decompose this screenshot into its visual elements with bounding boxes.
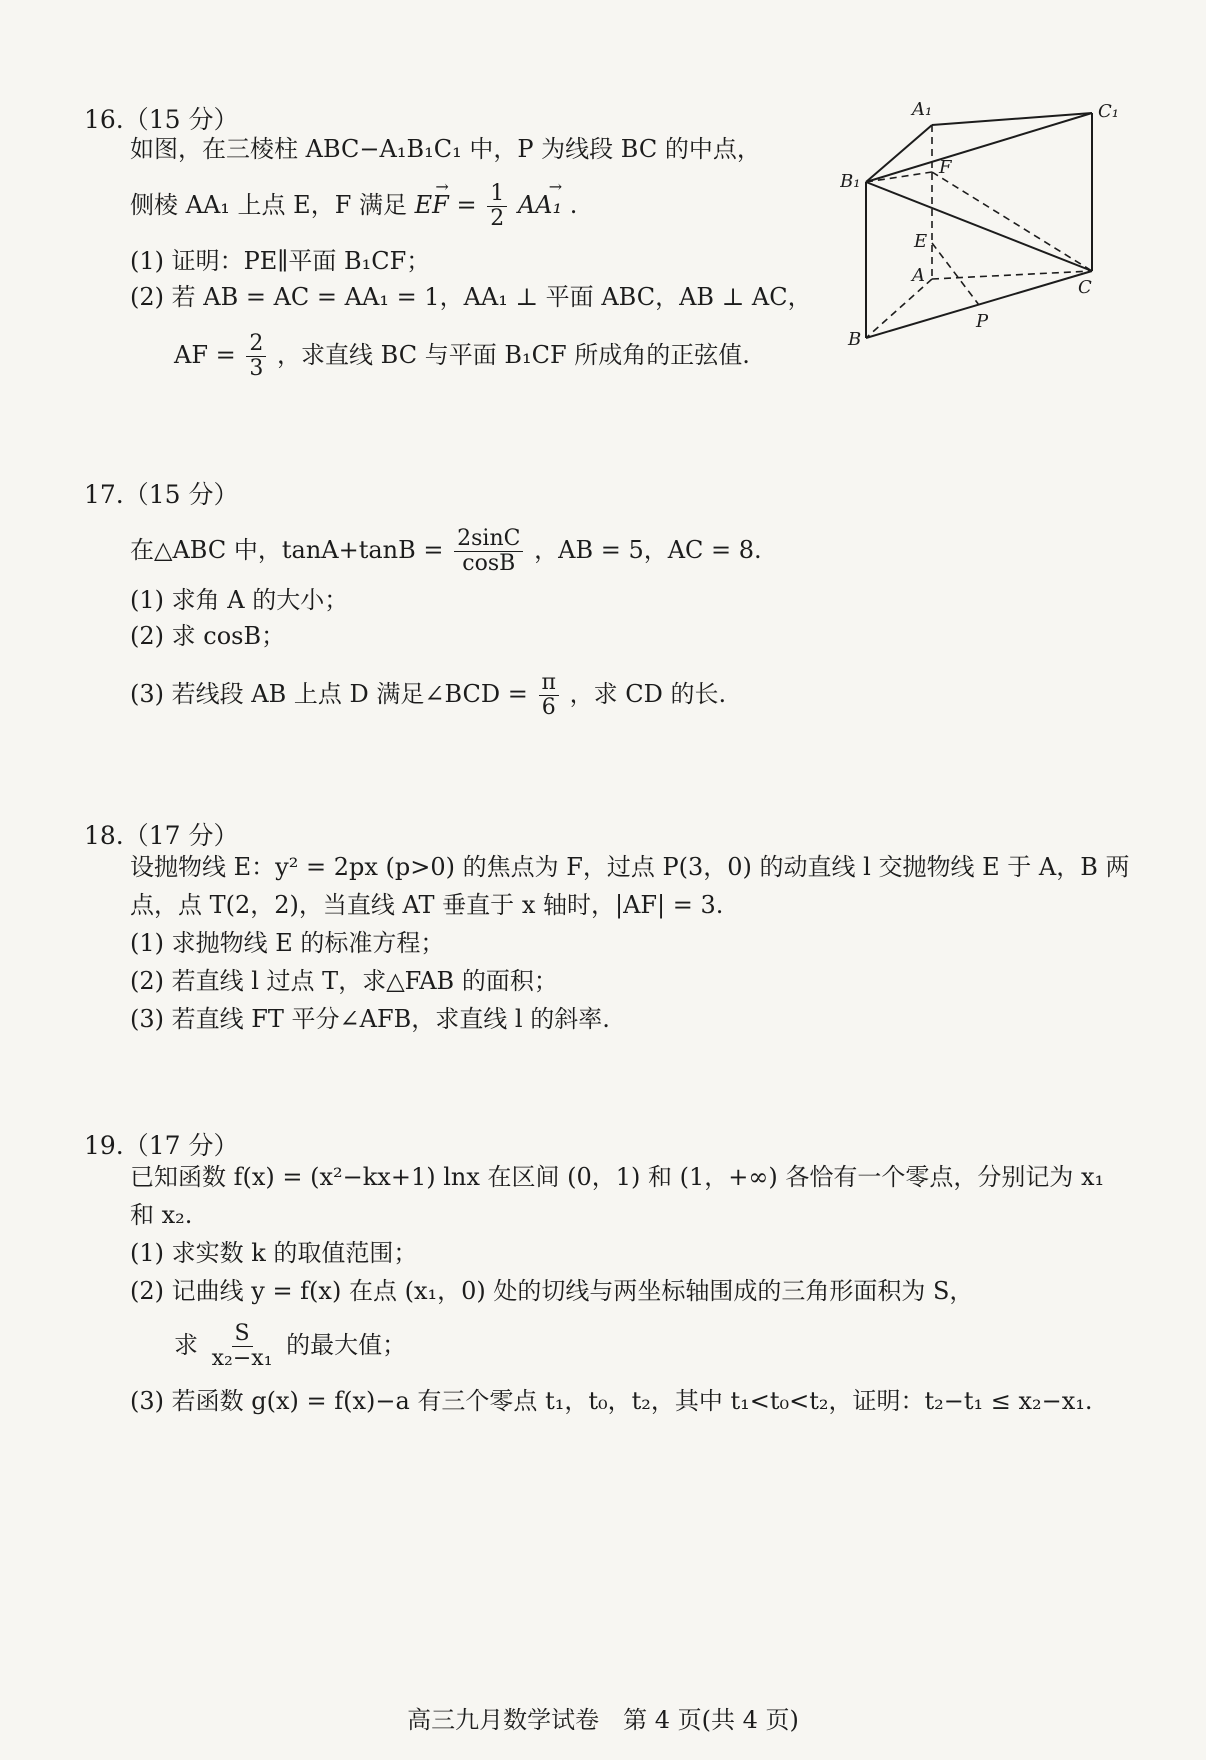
question-text: 已知函数 f(x) = (x²−kx+1) lnx 在区间 (0，1) 和 (1，+∞) 各恰有一个零点，分别记为 x₁ — [130, 1163, 1105, 1191]
part-3: (3) 若直线 FT 平分∠AFB，求直线 l 的斜率. — [130, 1005, 610, 1033]
label-c: C — [1078, 277, 1092, 298]
part-1: (1) 求实数 k 的取值范围； — [130, 1239, 418, 1267]
question-text: 设抛物线 E：y² = 2px (p>0) 的焦点为 F，过点 P(3，0) 的动直线 l 交抛物线 E 于 A，B 两 — [130, 853, 1130, 881]
fraction: $\frac{2\sin C}{\cos B}$ — [454, 527, 523, 576]
label-e: E — [914, 231, 928, 252]
part-3: (3) 若线段 AB 上点 D 满足∠BCD = $\frac{\pi}{6}$ ，求 CD 的长. — [130, 670, 727, 721]
part-1: (1) 求角 A 的大小； — [130, 586, 349, 614]
part-2-cont: 求 $\frac{S}{\text{x₂−x₁}}$ 的最大值； — [174, 1321, 407, 1372]
question-text: 点，点 T(2，2)，当直线 AT 垂直于 x 轴时，|AF| = 3. — [130, 891, 724, 919]
question-18 — [84, 816, 1130, 1046]
part-2: (2) 记曲线 y = f(x) 在点 (x₁，0) 处的切线与两坐标轴围成的三角形面积为 S， — [130, 1277, 974, 1305]
fraction: $\frac{1}{2}$ — [487, 182, 507, 231]
label-a: A — [912, 265, 925, 286]
label-f: F — [939, 157, 952, 178]
part-1: (1) 证明：PE∥平面 B₁CF； — [130, 247, 431, 275]
question-19 — [84, 1126, 1124, 1436]
question-number: 16.（15 分） — [84, 105, 239, 134]
part-1: (1) 求抛物线 E 的标准方程； — [130, 929, 445, 957]
label-b: B — [848, 329, 862, 350]
prism-figure — [840, 95, 1140, 395]
question-text: 侧棱 AA₁ 上点 E，F 满足 EF → = $\frac{1}{2}$ AA₁ → . — [130, 182, 577, 231]
part-2: (2) 若直线 l 过点 T，求△FAB 的面积； — [130, 967, 558, 995]
question-text: 在△ABC 中，tanA+tanB = $\frac{2\sin C}{\cos B}$ ，AB = 5，AC = 8. — [130, 526, 762, 577]
fraction: $\frac{2}{3}$ — [246, 332, 266, 381]
vector-aa1: AA₁ → — [518, 188, 562, 222]
label-c1: C₁ — [1098, 101, 1119, 122]
question-text: 和 x₂. — [130, 1201, 193, 1229]
label-b1: B₁ — [840, 171, 861, 192]
vector-ef: EF → — [415, 188, 449, 222]
part-2-cont: AF = $\frac{2}{3}$ ，求直线 BC 与平面 B₁CF 所成角的正弦值. — [174, 331, 750, 382]
part-3: (3) 若函数 g(x) = f(x)−a 有三个零点 t₁，t₀，t₂，其中 t₁<t₀<t₂，证明：t₂−t₁ ≤ x₂−x₁. — [130, 1387, 1093, 1415]
question-number: 19.（17 分） — [84, 1131, 239, 1160]
label-a1: A₁ — [912, 99, 933, 120]
question-number: 17.（15 分） — [84, 480, 239, 509]
fraction: $\frac{S}{\text{x₂−x₁}}$ — [211, 1321, 273, 1372]
page-footer: 高三九月数学试卷 第 4 页(共 4 页) — [407, 1706, 799, 1734]
part-2: (2) 求 cosB； — [130, 622, 286, 650]
part-2: (2) 若 AB = AC = AA₁ = 1，AA₁ ⊥ 平面 ABC，AB ⊥ AC， — [130, 283, 812, 311]
question-text: 如图，在三棱柱 ABC−A₁B₁C₁ 中，P 为线段 BC 的中点， — [130, 135, 761, 163]
question-number: 18.（17 分） — [84, 821, 239, 850]
question-17 — [84, 475, 1124, 735]
fraction: $\frac{\pi}{6}$ — [539, 671, 559, 720]
label-p: P — [976, 311, 989, 332]
